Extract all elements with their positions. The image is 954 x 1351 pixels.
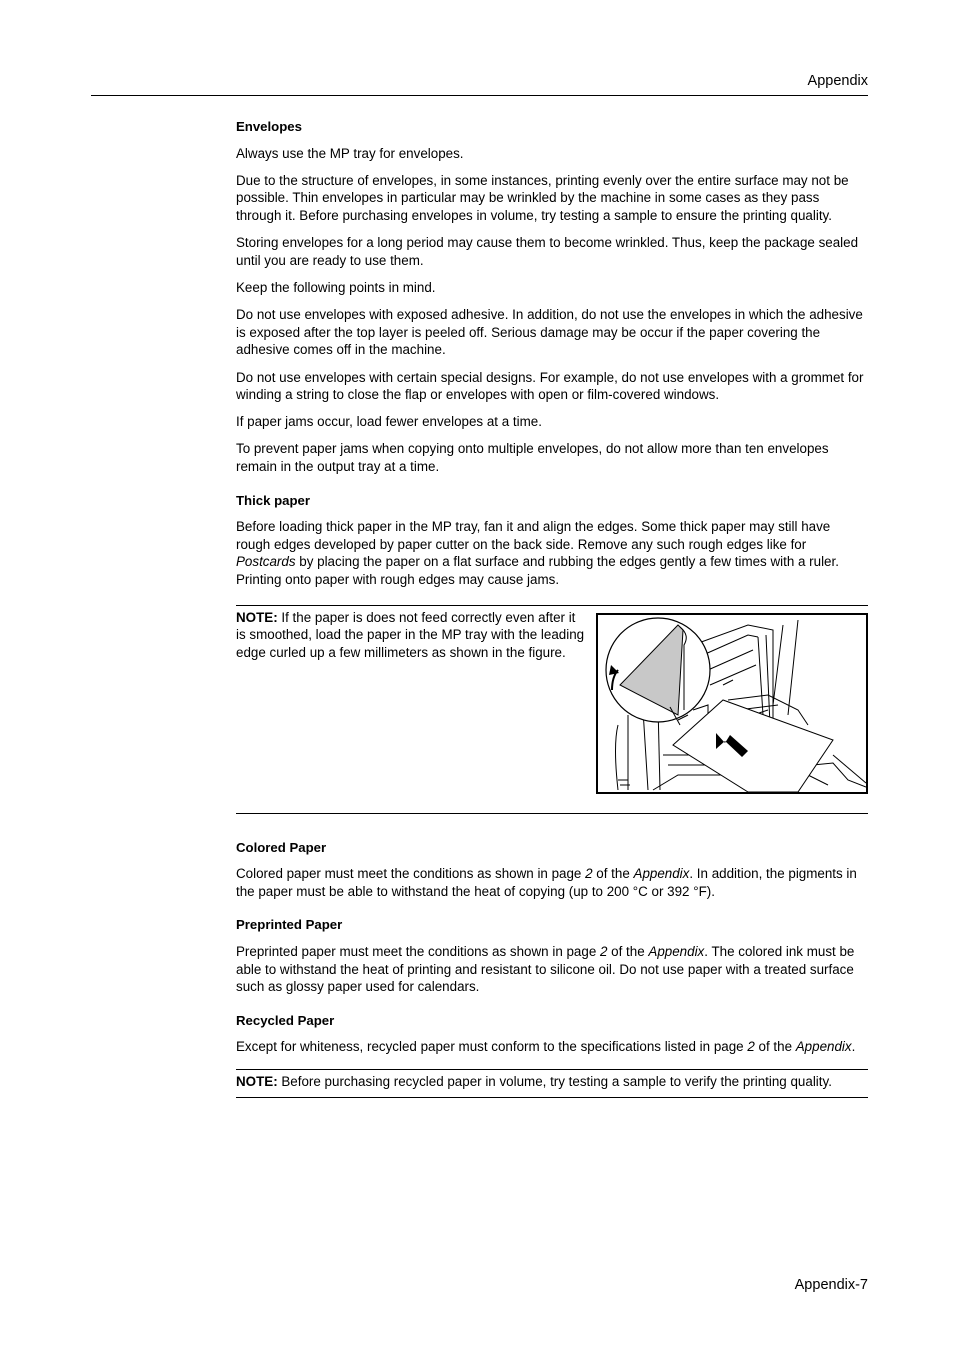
thick-note-text: [236, 609, 586, 662]
thick-text-b: by placing the paper on a flat surface and rubbing the edges gently a few times with a ruler. Printing onto paper with rough edges may cause jams.: [236, 554, 839, 588]
note-label: NOTE:: [236, 609, 278, 625]
recycled-text-a: Except for whiteness, recycled paper must conform to the specifications listed in page: [236, 1039, 748, 1055]
preprinted-text-c: . The colored ink must be able to withstand the heat of printing and resistant to silicone oil. Do not use paper with a treated surface such as glossy paper used for calendars.: [236, 944, 855, 995]
envelopes-paragraph-5: Do not use envelopes with exposed adhesive. In addition, do not use the envelopes in which the adhesive is exposed after the top layer is peeled off. Serious damage may be occur if the paper covering the adhesive comes off in the machine.: [236, 307, 863, 358]
recycled-text-b: of the: [754, 1039, 796, 1055]
envelopes-heading: Envelopes: [236, 119, 302, 134]
colored-text-b: of the: [592, 866, 634, 882]
header-rule: [91, 95, 868, 96]
preprinted-paper-heading: Preprinted Paper: [236, 917, 343, 933]
recycled-paper-note: [236, 1069, 868, 1098]
thick-paper-heading: Thick paper: [236, 492, 311, 508]
recycled-paper-paragraph: [236, 1038, 868, 1056]
envelopes-paragraph-4: Keep the following points in mind.: [236, 279, 436, 295]
preprinted-text-a: Preprinted paper must meet the conditions as shown in page: [236, 944, 600, 959]
colored-paper-paragraph: [236, 865, 868, 900]
recycled-paper-heading: Recycled Paper: [236, 1012, 335, 1028]
note2-label: NOTE:: [236, 1073, 278, 1089]
mp-tray-figure: [596, 613, 868, 794]
colored-paper-heading: Colored Paper: [236, 839, 327, 855]
envelopes-paragraph-1: Always use the MP tray for envelopes.: [236, 145, 464, 161]
recycled-appendix-ref: Appendix: [795, 1039, 852, 1055]
postcards-term: Postcards: [236, 554, 296, 570]
page-number: Appendix-7: [794, 1277, 868, 1293]
envelopes-paragraph-3: Storing envelopes for a long period may cause them to become wrinkled. Thus, keep the package sealed until you are ready to use them.: [236, 235, 859, 268]
envelopes-paragraph-7: If paper jams occur, load fewer envelopes at a time.: [236, 414, 542, 430]
page-content: [236, 118, 868, 1098]
thick-text-a: Before loading thick paper in the MP tray, fan it and align the edges. Some thick paper may still have rough edges developed by paper cutter on the back side. Remove any such rough edges like for: [236, 519, 831, 552]
envelopes-paragraph-8: To prevent paper jams when copying onto multiple envelopes, do not allow more than ten envelopes remain in the output tray at a time.: [236, 441, 829, 475]
colored-page-ref: 2: [585, 866, 593, 882]
running-header: Appendix: [807, 73, 868, 89]
mp-tray-illustration: [598, 615, 866, 792]
envelopes-paragraph-2: Due to the structure of envelopes, in some instances, printing evenly over the entire surface may not be possible. Thin envelopes in particular may be wrinkled by the machine in some cases as they pass through it. Before purchasing envelopes in volume, try testing a sample to ensure the printing quality.: [236, 172, 849, 223]
colored-text-c: . In addition, the pigments in the paper must be able to withstand the heat of copying (up to 200 °C or 392 °F).: [236, 866, 857, 899]
recycled-text-c: .: [851, 1039, 856, 1055]
preprinted-page-ref: 2: [600, 944, 608, 959]
note-body: If the paper is does not feed correctly even after it is smoothed, load the paper in the MP tray with the leading edge curled up a few millimeters as shown in the figure.: [236, 609, 585, 660]
colored-text-a: Colored paper must meet the conditions as shown in page: [236, 866, 586, 882]
recycled-page-ref: 2: [747, 1039, 755, 1055]
note2-body: Before purchasing recycled paper in volume, try testing a sample to verify the printing quality.: [277, 1073, 832, 1089]
thick-paper-paragraph: [236, 518, 868, 588]
colored-appendix-ref: Appendix: [633, 866, 690, 882]
envelopes-paragraph-6: Do not use envelopes with certain special designs. For example, do not use envelopes with a grommet for winding a string to close the flap or envelopes with open or film-covered windows.: [236, 369, 864, 403]
preprinted-paper-paragraph: [236, 943, 868, 996]
thick-paper-note: [236, 605, 868, 814]
preprinted-appendix-ref: Appendix: [648, 944, 705, 959]
preprinted-text-b: of the: [607, 944, 649, 959]
